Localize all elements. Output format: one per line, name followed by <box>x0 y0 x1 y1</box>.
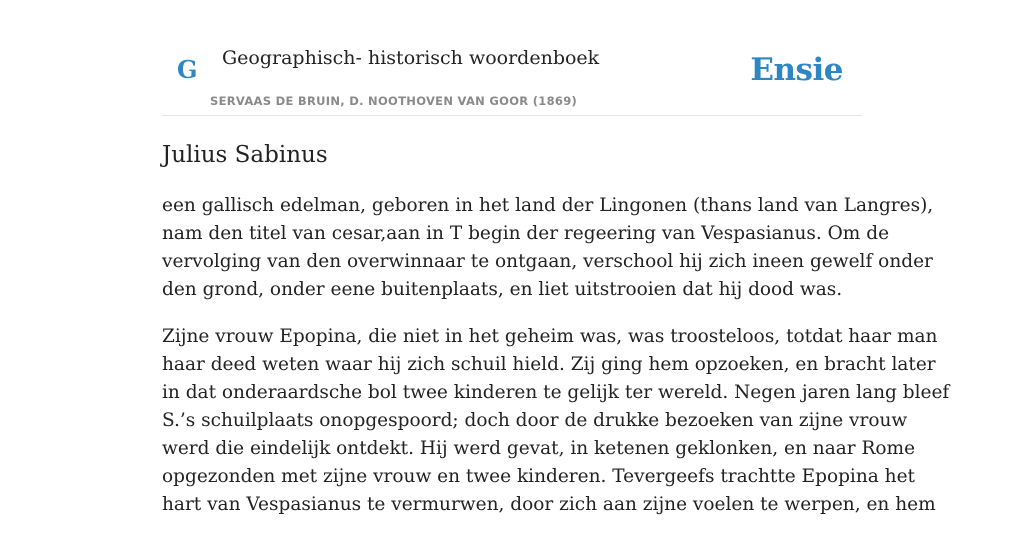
text-line: werd die eindelijk ontdekt. Hij werd gevat, in ketenen geklonken, en naar Rome <box>162 438 916 459</box>
text-line: vervolging van den overwinnaar te ontgaan, verschool hij zich ineen gewelf onder <box>162 251 933 272</box>
text-line: nam den titel van cesar,aan in T begin der regeering van Vespasianus. Om de <box>162 223 890 244</box>
entry-body <box>162 192 950 538</box>
book-header <box>162 36 862 116</box>
entry-title: Julius Sabinus <box>162 142 328 168</box>
text-line: den grond, onder eene buitenplaats, en liet uitstrooien dat hij dood was. <box>162 279 843 300</box>
entry-paragraph <box>162 323 950 519</box>
text-line: hart van Vespasianus te vermurwen, door zich aan zijne voelen te werpen, en hem <box>162 494 936 515</box>
text-line: Zijne vrouw Epopina, die niet in het geheim was, was troosteloos, totdat haar man <box>162 326 938 347</box>
entry-paragraph <box>162 192 934 304</box>
ensie-logo-link[interactable]: Ensie <box>750 52 843 88</box>
book-title[interactable]: Geographisch- historisch woordenboek <box>222 47 600 69</box>
text-line: opgezonden met zijne vrouw en twee kinderen. Tevergeefs trachtte Epopina het <box>162 466 915 487</box>
text-line: in dat onderaardsche bol twee kinderen te gelijk ter wereld. Negen jaren lang bleef <box>162 382 950 403</box>
book-logo-icon[interactable]: G <box>177 55 198 84</box>
text-line: S.’s schuilplaats onopgespoord; doch door de drukke bezoeken van zijne vrouw <box>162 410 908 431</box>
book-authors-year: SERVAAS DE BRUIN, D. NOOTHOVEN VAN GOOR (1869) <box>210 94 578 108</box>
text-line: een gallisch edelman, geboren in het land der Lingonen (thans land van Langres), <box>162 195 934 216</box>
text-line: haar deed weten waar hij zich schuil hield. Zij ging hem opzoeken, en bracht later <box>162 354 936 375</box>
